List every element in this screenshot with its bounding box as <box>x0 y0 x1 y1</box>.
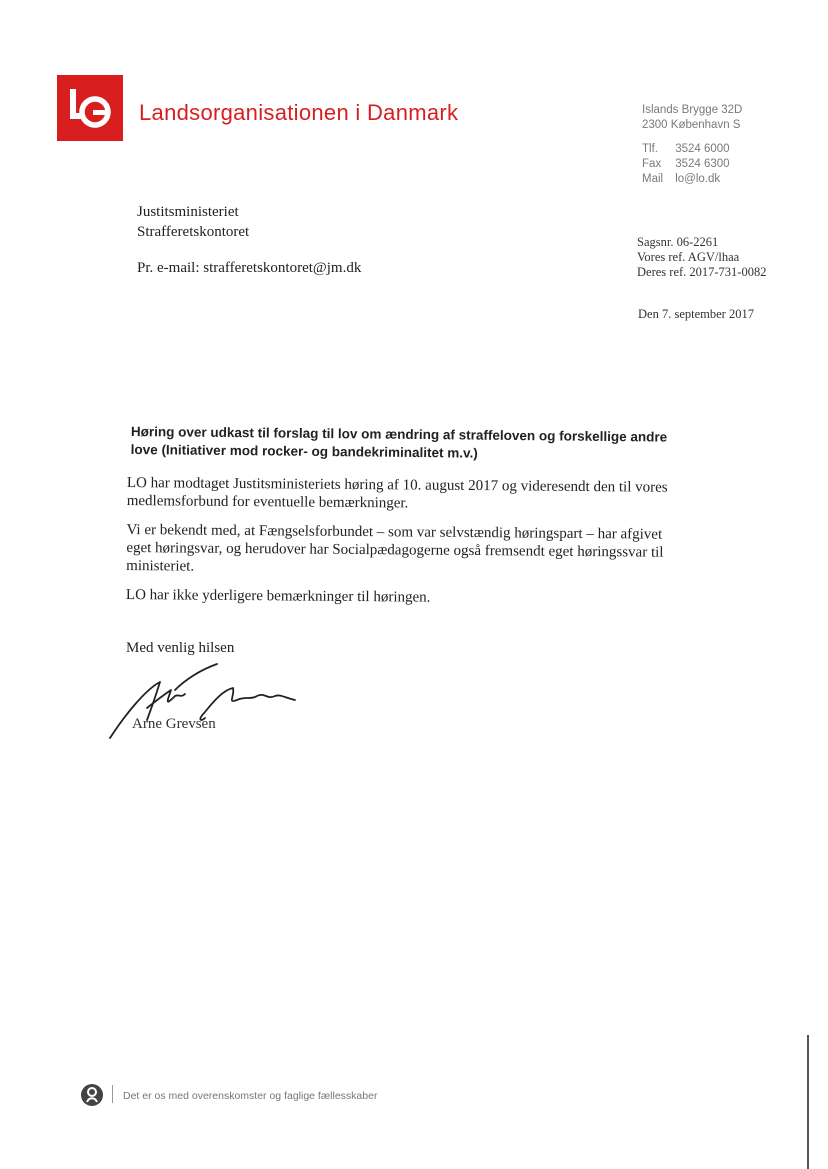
paragraph-3: LO har ikke yderligere bemærkninger til høringen. <box>125 586 431 606</box>
letter-subject: Høring over udkast til forslag til lov om ændring af straffeloven og forskellige andre love (Initiativer mod rocker- og bandekriminalitet m.v.) <box>130 423 668 461</box>
phone-value: 3524 6000 <box>675 143 730 155</box>
address-line-1: Islands Brygge 32D <box>642 104 743 116</box>
recipient-line-2: Strafferetskontoret <box>137 224 250 240</box>
mail-row <box>642 172 742 187</box>
lo-logo <box>57 75 123 141</box>
footer-tagline: Det er os med overenskomster og faglige fællesskaber <box>123 1090 378 1102</box>
phone-label: Tlf. <box>642 143 658 155</box>
recipient-line-1: Justitsministeriet <box>137 204 239 220</box>
contact-block <box>642 103 742 187</box>
paragraph-1: LO har modtaget Justitsministeriets høring af 10. august 2017 og videresendt den til vores medlemsforbund for eventuelle bemærkninger. <box>126 474 668 512</box>
mail-label: Mail <box>642 173 664 185</box>
scan-edge-line <box>807 1035 809 1169</box>
your-reference: Deres ref. 2017-731-0082 <box>637 265 767 279</box>
closing-greeting: Med venlig hilsen <box>126 640 235 656</box>
mail-value: lo@lo.dk <box>675 173 721 185</box>
address-line-2: 2300 København S <box>642 119 741 131</box>
fax-row <box>642 157 742 172</box>
letter-body <box>126 474 682 620</box>
reference-block <box>637 235 766 280</box>
signer-name: Arne Grevsen <box>132 716 216 732</box>
recipient-block <box>137 202 249 242</box>
organization-name: Landsorganisationen i Danmark <box>139 100 459 125</box>
fax-value: 3524 6300 <box>675 158 730 170</box>
fax-label: Fax <box>642 158 662 170</box>
paragraph-2: Vi er bekendt med, at Fængselsforbundet – som var selvstændig høringspart – har afgivet eget høringsvar, og herudover har Socialpædagogerne også fremsendt eget høringssvar til ministeriet. <box>126 521 664 575</box>
phone-row <box>642 142 742 157</box>
our-reference: Vores ref. AGV/lhaa <box>637 250 740 264</box>
svg-text:lo: lo <box>89 137 91 138</box>
case-number: Sagsnr. 06-2261 <box>637 235 719 249</box>
letter-date: Den 7. september 2017 <box>638 307 754 321</box>
lo-emblem-icon <box>80 1083 104 1112</box>
recipient-email: Pr. e-mail: strafferetskontoret@jm.dk <box>137 260 362 276</box>
footer-divider <box>112 1085 113 1103</box>
lo-logo-icon <box>70 89 108 125</box>
